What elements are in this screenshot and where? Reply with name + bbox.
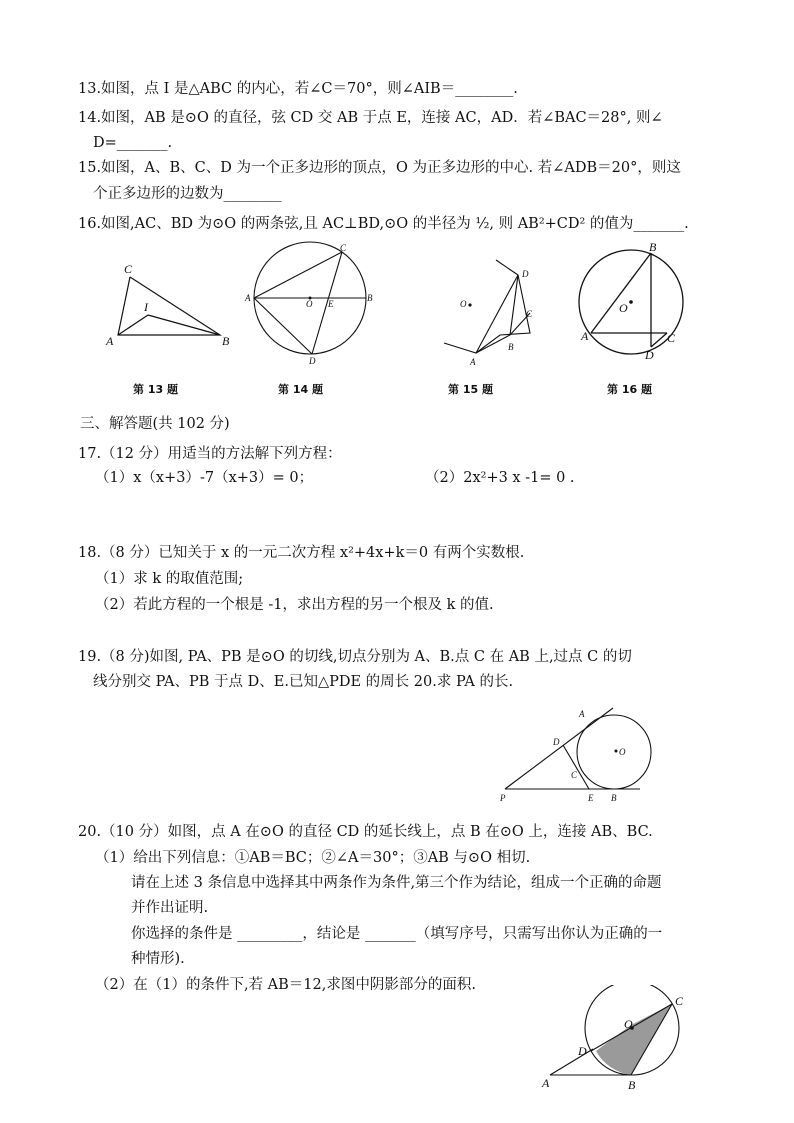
question-17-part1: （1）x（x+3）-7（x+3）= 0； bbox=[95, 470, 314, 486]
svg-text:D: D bbox=[522, 269, 529, 279]
figure-14 bbox=[240, 240, 380, 370]
question-20-part2: （2）在（1）的条件下,若 AB＝12,求图中阴影部分的面积. bbox=[95, 977, 476, 993]
svg-text:O: O bbox=[624, 1017, 633, 1031]
question-20-part1-note: 种情形). bbox=[131, 951, 185, 967]
svg-text:C: C bbox=[571, 770, 578, 780]
svg-text:B: B bbox=[367, 293, 373, 303]
question-17-title: 17.（12 分）用适当的方法解下列方程： bbox=[78, 446, 342, 462]
svg-text:O: O bbox=[306, 299, 313, 309]
question-18-part1: （1）求 k 的取值范围; bbox=[95, 571, 244, 587]
svg-text:D: D bbox=[553, 737, 560, 747]
figure-15 bbox=[440, 255, 550, 370]
label-a: A bbox=[106, 334, 114, 348]
svg-text:A: A bbox=[542, 1076, 550, 1090]
question-19-line1: 19.（8 分)如图, PA、PB 是⊙O 的切线,切点分别为 A、B.点 C 在 AB 上,过点 C 的切 bbox=[78, 649, 632, 665]
question-16: 16.如图,AC、BD 为⊙O 的两条弦,且 AC⊥BD,⊙O 的半径为 ½, 则 AB²+CD² 的值为_______. bbox=[78, 216, 689, 232]
svg-text:E: E bbox=[328, 299, 334, 309]
section-3-heading: 三、解答题(共 102 分) bbox=[80, 416, 230, 432]
svg-text:A: A bbox=[579, 709, 585, 719]
question-20-part1-answer: 你选择的条件是 _________，结论是 _______（填写序号，只需写出你认为正确的一 bbox=[131, 926, 663, 942]
figure-13 bbox=[100, 255, 240, 355]
caption-14: 第 14 题 bbox=[278, 383, 323, 396]
svg-text:A: A bbox=[245, 293, 251, 303]
svg-text:O: O bbox=[619, 747, 626, 757]
svg-text:A: A bbox=[581, 329, 589, 343]
svg-text:B: B bbox=[649, 240, 657, 254]
svg-text:C: C bbox=[667, 331, 676, 345]
svg-text:B: B bbox=[508, 342, 514, 352]
caption-16: 第 16 题 bbox=[607, 383, 652, 396]
figure-16 bbox=[575, 240, 695, 365]
question-15-line2: 个正多边形的边数为________ bbox=[93, 186, 282, 202]
svg-text:D: D bbox=[309, 356, 316, 366]
question-20-part1-instruction: 请在上述 3 条信息中选择其中两条作为条件,第三个作为结论，组成一个正确的命题 bbox=[131, 875, 662, 891]
label-c: C bbox=[124, 262, 133, 276]
svg-text:C: C bbox=[675, 994, 684, 1008]
svg-text:P: P bbox=[500, 793, 506, 803]
svg-text:D: D bbox=[645, 348, 654, 362]
question-14-line1: 14.如图，AB 是⊙O 的直径，弦 CD 交 AB 于点 E，连接 AC，AD．若∠BAC＝28°, 则∠ bbox=[78, 110, 663, 126]
question-17-part2: （2）2x²+3 x -1= 0 . bbox=[425, 470, 575, 486]
question-20-part1-proof: 并作出证明. bbox=[131, 900, 209, 916]
svg-text:B: B bbox=[611, 793, 617, 803]
svg-text:A: A bbox=[470, 357, 476, 367]
label-b: B bbox=[222, 334, 230, 348]
question-20-title: 20.（10 分）如图，点 A 在⊙O 的直径 CD 的延长线上，点 B 在⊙O 上，连接 AB、BC. bbox=[78, 824, 653, 840]
svg-text:D: D bbox=[578, 1044, 587, 1058]
svg-text:O: O bbox=[460, 299, 467, 309]
question-20-part1: （1）给出下列信息：①AB＝BC；②∠A＝30°；③AB 与⊙O 相切. bbox=[95, 850, 531, 866]
question-15-line1: 15.如图，A、B、C、D 为一个正多边形的顶点，O 为正多边形的中心. 若∠ADB＝20°，则这 bbox=[78, 160, 681, 176]
question-19-line2: 线分别交 PA、PB 于点 D、E.已知△PDE 的周长 20.求 PA 的长. bbox=[93, 674, 514, 690]
svg-text:B: B bbox=[628, 1078, 636, 1092]
svg-text:E: E bbox=[588, 793, 594, 803]
question-18-part2: （2）若此方程的一个根是 -1，求出方程的另一个根及 k 的值. bbox=[95, 597, 494, 613]
caption-13: 第 13 题 bbox=[133, 383, 178, 396]
figure-20 bbox=[535, 985, 695, 1095]
caption-15: 第 15 题 bbox=[448, 383, 493, 396]
question-13: 13.如图，点 I 是△ABC 的内心，若∠C＝70°，则∠AIB＝________. bbox=[78, 81, 518, 97]
svg-text:O: O bbox=[619, 301, 628, 315]
label-i: I bbox=[144, 300, 148, 314]
question-18-title: 18.（8 分）已知关于 x 的一元二次方程 x²+4x+k＝0 有两个实数根. bbox=[78, 545, 525, 561]
question-14-line2: D=_______. bbox=[93, 135, 173, 151]
svg-text:C: C bbox=[526, 309, 533, 319]
figure-19 bbox=[495, 705, 665, 810]
svg-text:C: C bbox=[340, 243, 347, 253]
